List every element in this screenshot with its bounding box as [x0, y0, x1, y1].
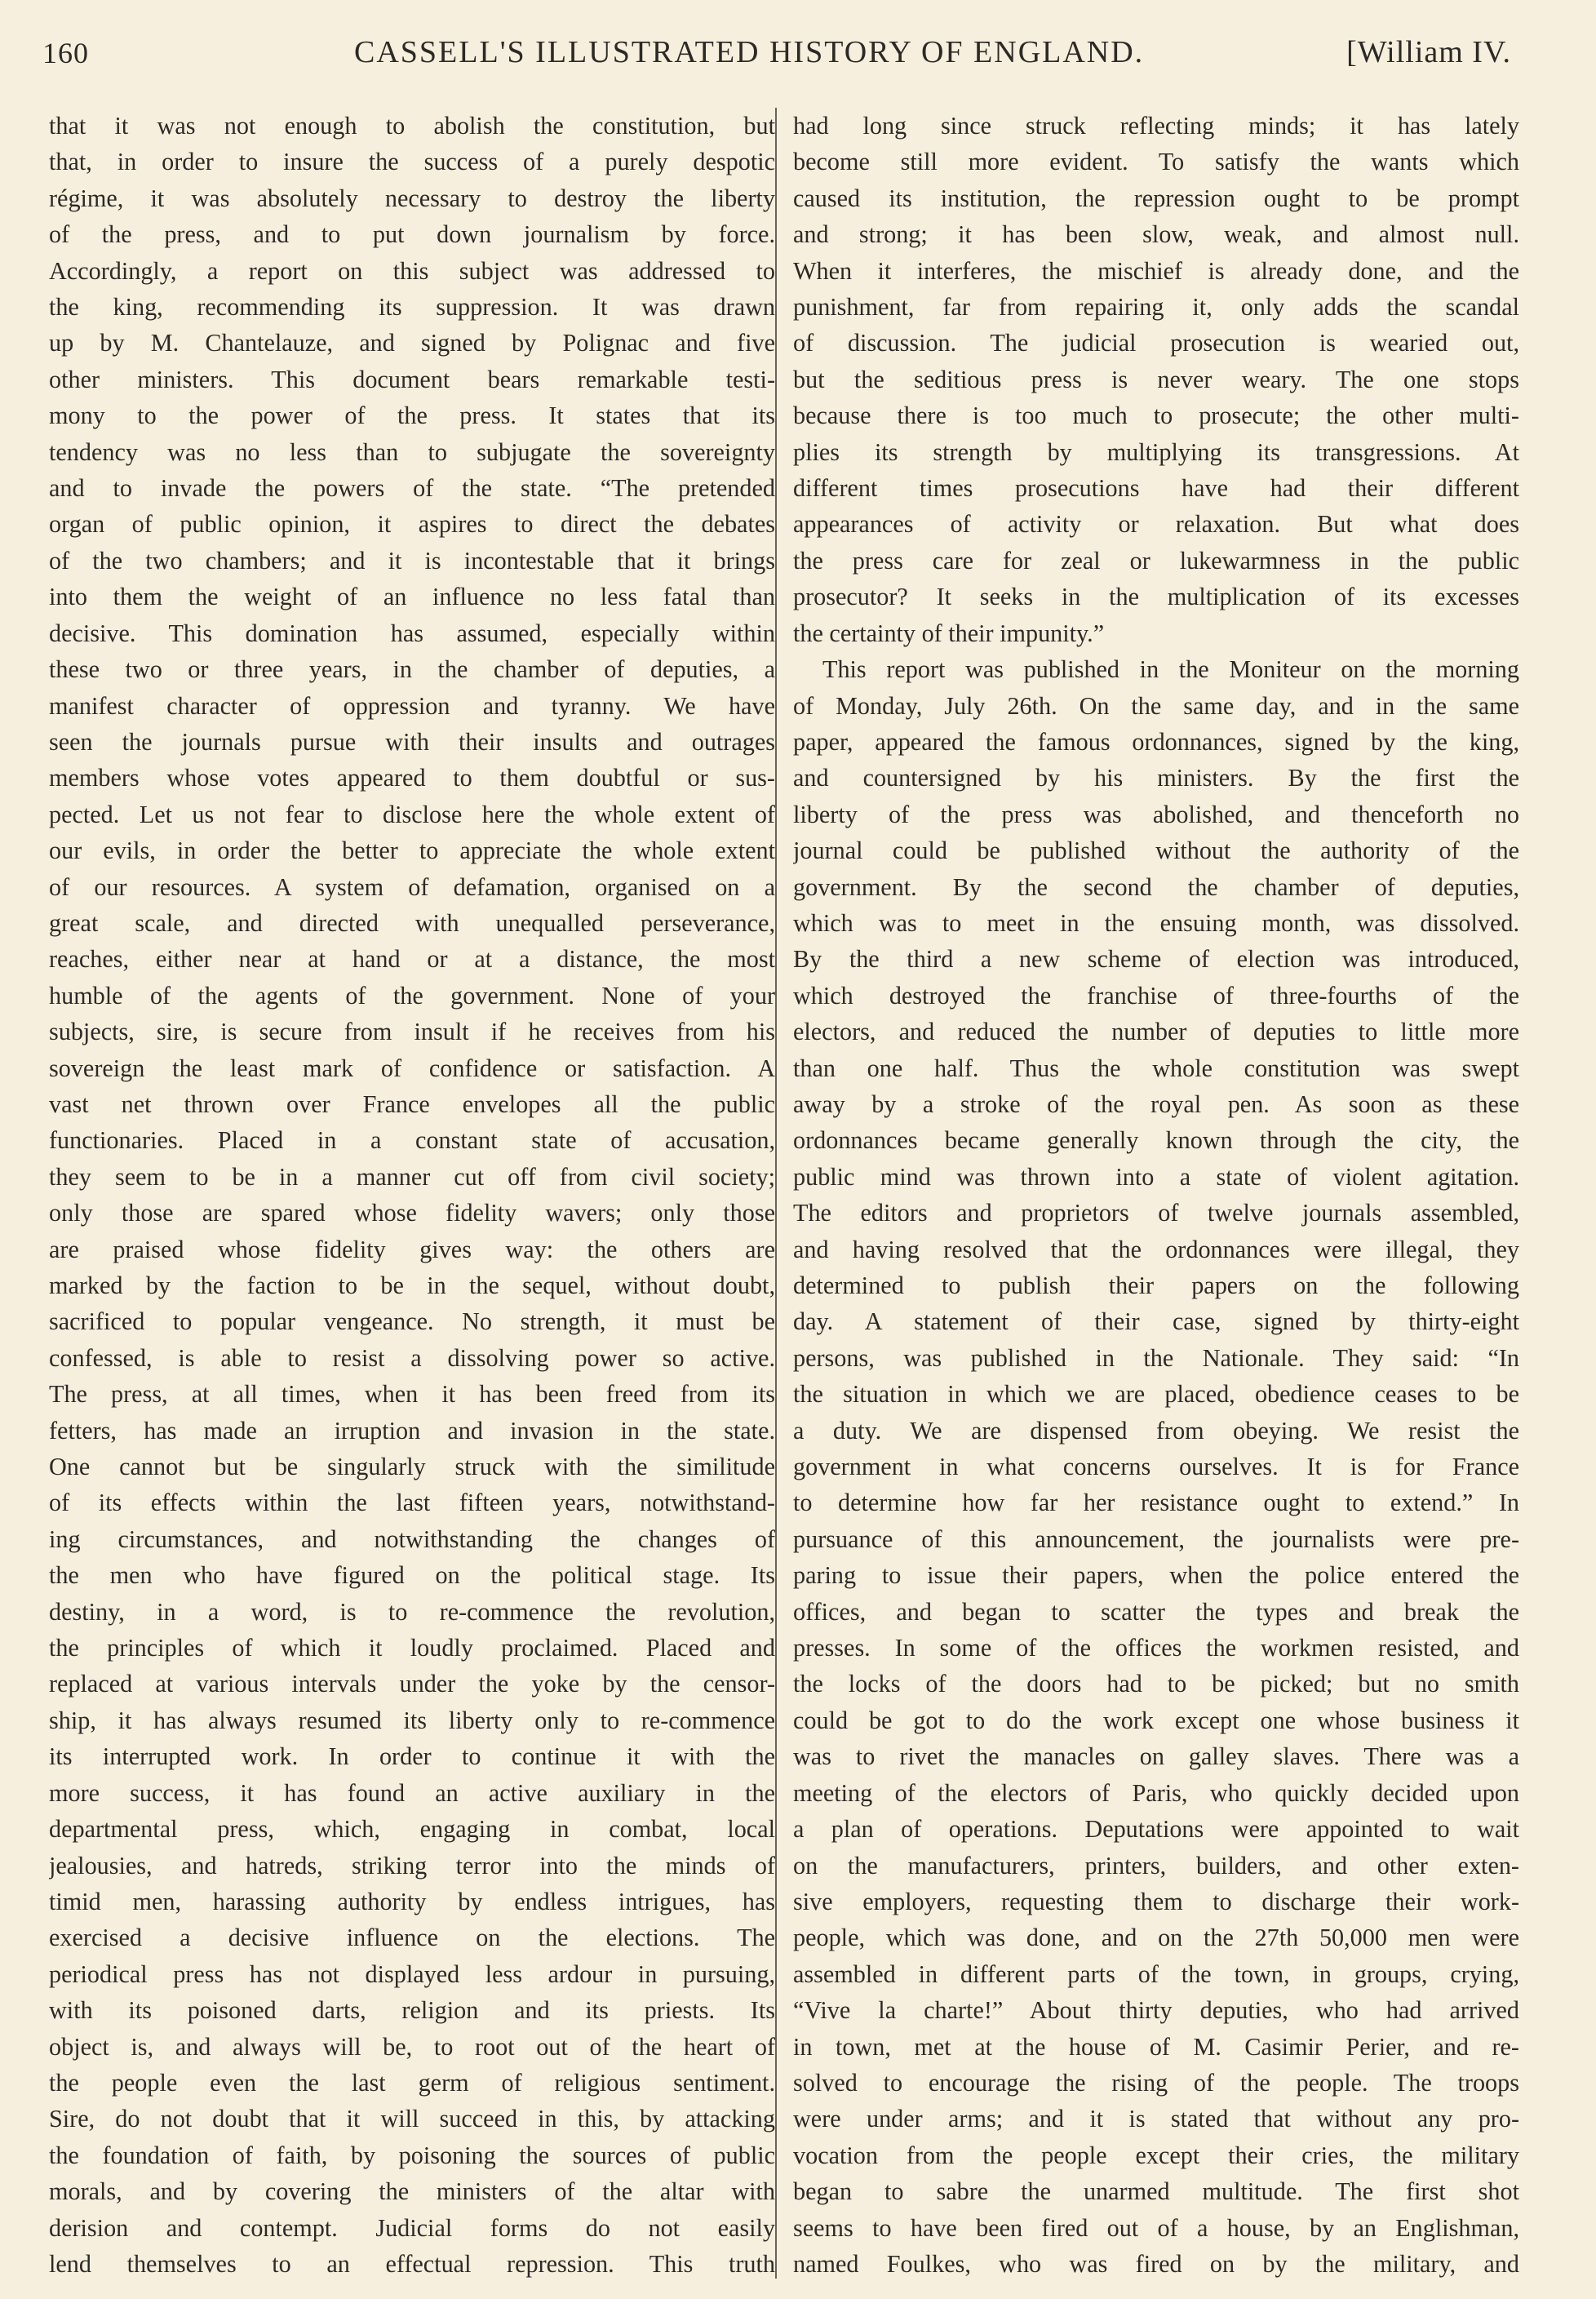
text-line: prosecutor? It seeks in the multiplication of its excesses — [793, 583, 1519, 611]
text-line: government. By the second the chamber of deputies, — [793, 872, 1519, 901]
text-line: than one half. Thus the whole constitution was swept — [793, 1054, 1519, 1082]
running-title: CASSELL'S ILLUSTRATED HISTORY OF ENGLAND. — [354, 35, 1145, 69]
text-line: the situation in which we are placed, obedience ceases to be — [793, 1380, 1519, 1409]
text-line: journal could be published without the authority of the — [793, 837, 1519, 865]
text-line: in town, met at the house of M. Casimir Perier, and re- — [793, 2032, 1519, 2061]
text-line: these two or three years, in the chamber of deputies, a — [49, 655, 775, 684]
text-line: periodical press has not displayed less ardour in pursuing, — [49, 1959, 775, 1988]
text-line: the principles of which it loudly proclaimed. Placed and — [49, 1634, 775, 1662]
text-line: plies its strength by multiplying its transgressions. At — [793, 437, 1519, 466]
text-line: sacrificed to popular vengeance. No strength, it must be — [49, 1307, 775, 1336]
text-line: into them the weight of an influence no less fatal than — [49, 583, 775, 611]
page-header — [0, 29, 1596, 87]
text-line: our evils, in order the better to appreciate the whole extent — [49, 837, 775, 865]
text-line: fetters, has made an irruption and invasion in the state. — [49, 1416, 775, 1445]
text-line: day. A statement of their case, signed by thirty-eight — [793, 1307, 1519, 1336]
text-line: they seem to be in a manner cut off from civil society; — [49, 1162, 775, 1191]
text-line: object is, and always will be, to root out of the heart of — [49, 2032, 775, 2061]
text-line: only those are spared whose fidelity wavers; only those — [49, 1199, 775, 1227]
text-line: liberty of the press was abolished, and thenceforth no — [793, 800, 1519, 828]
text-line: meeting of the electors of Paris, who quickly decided upon — [793, 1778, 1519, 1807]
text-line: This report was published in the Moniteur on the morning — [822, 655, 1519, 684]
text-line: “Vive la charte!” About thirty deputies, who had arrived — [793, 1996, 1519, 2025]
text-line: other ministers. This document bears remarkable testi- — [49, 365, 775, 393]
text-line: replaced at various intervals under the yoke by the censor- — [49, 1670, 775, 1698]
text-line: lend themselves to an effectual repression. This truth — [49, 2249, 775, 2278]
text-line: began to sabre the unarmed multitude. The first shot — [793, 2177, 1519, 2206]
text-line: paper, appeared the famous ordonnances, signed by the king, — [793, 727, 1519, 756]
text-line: destiny, in a word, is to re-commence the revolution, — [49, 1597, 775, 1626]
page-number: 160 — [42, 37, 89, 69]
text-line: vast net thrown over France envelopes all the public — [49, 1090, 775, 1118]
text-line: seen the journals pursue with their insults and outrages — [49, 727, 775, 756]
text-line: to determine how far her resistance ought to extend.” In — [793, 1489, 1519, 1517]
text-line: confessed, is able to resist a dissolving power so active. — [49, 1343, 775, 1372]
text-line: become still more evident. To satisfy the wants which — [793, 148, 1519, 176]
text-line: of its effects within the last fifteen years, notwithstand- — [49, 1489, 775, 1517]
text-line: because there is too much to prosecute; the other multi- — [793, 402, 1519, 430]
text-line: of the press, and to put down journalism by force. — [49, 220, 775, 249]
reign-label: [William IV. — [1346, 35, 1511, 69]
text-line: offices, and began to scatter the types and break the — [793, 1597, 1519, 1626]
text-line: organ of public opinion, it aspires to direct the debates — [49, 510, 775, 539]
text-line: vocation from the people except their cries, the military — [793, 2141, 1519, 2169]
text-line: the certainty of their impunity.” — [793, 619, 1105, 647]
text-line: could be got to do the work except one whose business it — [793, 1706, 1519, 1734]
text-line: its interrupted work. In order to continue it with the — [49, 1742, 775, 1771]
text-line: and strong; it has been slow, weak, and almost null. — [793, 220, 1519, 249]
text-line: sive employers, requesting them to discharge their work- — [793, 1887, 1519, 1915]
text-line: which was to meet in the ensuing month, was dissolved. — [793, 908, 1519, 937]
text-line: determined to publish their papers on the following — [793, 1272, 1519, 1299]
text-line: of the two chambers; and it is incontestable that it brings — [49, 546, 775, 575]
text-line: appearances of activity or relaxation. But what does — [793, 510, 1519, 539]
text-line: ship, it has always resumed its liberty only to re-commence — [49, 1706, 775, 1734]
text-line: One cannot but be singularly struck with the similitude — [49, 1453, 775, 1481]
text-line: and having resolved that the ordonnances were illegal, they — [793, 1235, 1519, 1263]
text-line: morals, and by covering the ministers of the altar with — [49, 2177, 775, 2206]
column-divider — [775, 108, 777, 2279]
text-line: By the third a new scheme of election was introduced, — [793, 945, 1519, 974]
text-line: which destroyed the franchise of three-fourths of the — [793, 981, 1519, 1010]
left-column — [49, 108, 775, 2282]
text-line: Accordingly, a report on this subject was addressed to — [49, 256, 775, 285]
text-line: ordonnances became generally known through the city, the — [793, 1126, 1519, 1155]
text-line: presses. In some of the offices the workmen resisted, and — [793, 1634, 1519, 1662]
text-line: When it interferes, the mischief is already done, and the — [793, 256, 1519, 285]
text-line: pursuance of this announcement, the journalists were pre- — [793, 1525, 1519, 1553]
text-line: pected. Let us not fear to disclose here the whole extent of — [49, 800, 775, 828]
text-line: reaches, either near at hand or at a distance, the most — [49, 945, 775, 974]
text-line: assembled in different parts of the town, in groups, crying, — [793, 1959, 1519, 1988]
text-line: government in what concerns ourselves. It is for France — [793, 1453, 1519, 1481]
text-line: the foundation of faith, by poisoning the sources of public — [49, 2141, 775, 2169]
text-line: exercised a decisive influence on the elections. The — [49, 1924, 775, 1952]
text-line: electors, and reduced the number of deputies to little more — [793, 1018, 1519, 1046]
text-line: the locks of the doors had to be picked; but no smith — [793, 1670, 1519, 1698]
text-line: different times prosecutions have had their different — [793, 474, 1519, 503]
text-line: that it was not enough to abolish the constitution, but — [49, 112, 775, 140]
text-line: that, in order to insure the success of a purely despotic — [49, 148, 775, 176]
text-line: great scale, and directed with unequalled perseverance, — [49, 908, 775, 937]
text-line: on the manufacturers, printers, builders, and other exten- — [793, 1851, 1519, 1880]
text-line: régime, it was absolutely necessary to destroy the liberty — [49, 184, 775, 212]
text-line: the king, recommending its suppression. It was drawn — [49, 293, 775, 322]
text-line: with its poisoned darts, religion and its priests. Its — [49, 1996, 775, 2025]
text-line: the people even the last germ of religious sentiment. — [49, 2068, 775, 2097]
text-line: decisive. This domination has assumed, especially within — [49, 619, 775, 647]
text-line: away by a stroke of the royal pen. As soon as these — [793, 1090, 1519, 1118]
text-line: more success, it has found an active auxiliary in the — [49, 1778, 775, 1807]
text-line: are praised whose fidelity gives way: the others are — [49, 1235, 775, 1263]
text-line: subjects, sire, is secure from insult if he receives from his — [49, 1018, 775, 1046]
text-line: mony to the power of the press. It states that its — [49, 402, 775, 430]
text-line: were under arms; and it is stated that without any pro- — [793, 2105, 1519, 2133]
text-line: the press care for zeal or lukewarmness in the public — [793, 546, 1519, 575]
text-line: a duty. We are dispensed from obeying. We resist the — [793, 1416, 1519, 1445]
text-line: solved to encourage the rising of the people. The troops — [793, 2068, 1519, 2097]
text-line: humble of the agents of the government. None of your — [49, 981, 775, 1010]
text-line: functionaries. Placed in a constant state of accusation, — [49, 1126, 775, 1155]
text-line: of Monday, July 26th. On the same day, and in the same — [793, 691, 1519, 720]
text-line: had long since struck reflecting minds; it has lately — [793, 112, 1519, 140]
text-line: timid men, harassing authority by endless intrigues, has — [49, 1887, 775, 1915]
text-line: The editors and proprietors of twelve journals assembled, — [793, 1199, 1519, 1227]
text-line: but the seditious press is never weary. The one stops — [793, 365, 1519, 393]
text-line: was to rivet the manacles on galley slaves. There was a — [793, 1742, 1519, 1771]
text-line: ing circumstances, and notwithstanding the changes of — [49, 1525, 775, 1553]
text-line: up by M. Chantelauze, and signed by Polignac and five — [49, 329, 775, 357]
text-line: departmental press, which, engaging in combat, local — [49, 1815, 775, 1844]
text-line: The press, at all times, when it has been freed from its — [49, 1380, 775, 1409]
text-line: derision and contempt. Judicial forms do not easily — [49, 2213, 775, 2242]
text-line: members whose votes appeared to them doubtful or sus- — [49, 764, 775, 792]
text-line: a plan of operations. Deputations were appointed to wait — [793, 1815, 1519, 1844]
text-line: marked by the faction to be in the sequel, without doubt, — [49, 1272, 775, 1299]
text-line: the men who have figured on the political stage. Its — [49, 1561, 775, 1590]
text-line: named Foulkes, who was fired on by the military, and — [793, 2249, 1519, 2278]
text-line: people, which was done, and on the 27th 50,000 men were — [793, 1924, 1519, 1952]
text-line: caused its institution, the repression ought to be prompt — [793, 184, 1519, 212]
text-line: punishment, far from repairing it, only adds the scandal — [793, 293, 1519, 322]
text-line: of discussion. The judicial prosecution is wearied out, — [793, 329, 1519, 357]
text-line: tendency was no less than to subjugate the sovereignty — [49, 437, 775, 466]
right-column — [793, 108, 1519, 2282]
text-line: seems to have been fired out of a house, by an Englishman, — [793, 2213, 1519, 2242]
text-line: jealousies, and hatreds, striking terror into the minds of — [49, 1851, 775, 1880]
text-line: Sire, do not doubt that it will succeed in this, by attacking — [49, 2105, 775, 2133]
text-line: sovereign the least mark of confidence or satisfaction. A — [49, 1054, 775, 1082]
text-line: and to invade the powers of the state. “The pretended — [49, 474, 775, 503]
text-line: manifest character of oppression and tyranny. We have — [49, 691, 775, 720]
text-line: public mind was thrown into a state of violent agitation. — [793, 1162, 1519, 1191]
text-line: of our resources. A system of defamation, organised on a — [49, 872, 775, 901]
text-line: paring to issue their papers, when the police entered the — [793, 1561, 1519, 1590]
text-line: and countersigned by his ministers. By the first the — [793, 764, 1519, 792]
text-line: persons, was published in the Nationale. They said: “In — [793, 1343, 1519, 1372]
